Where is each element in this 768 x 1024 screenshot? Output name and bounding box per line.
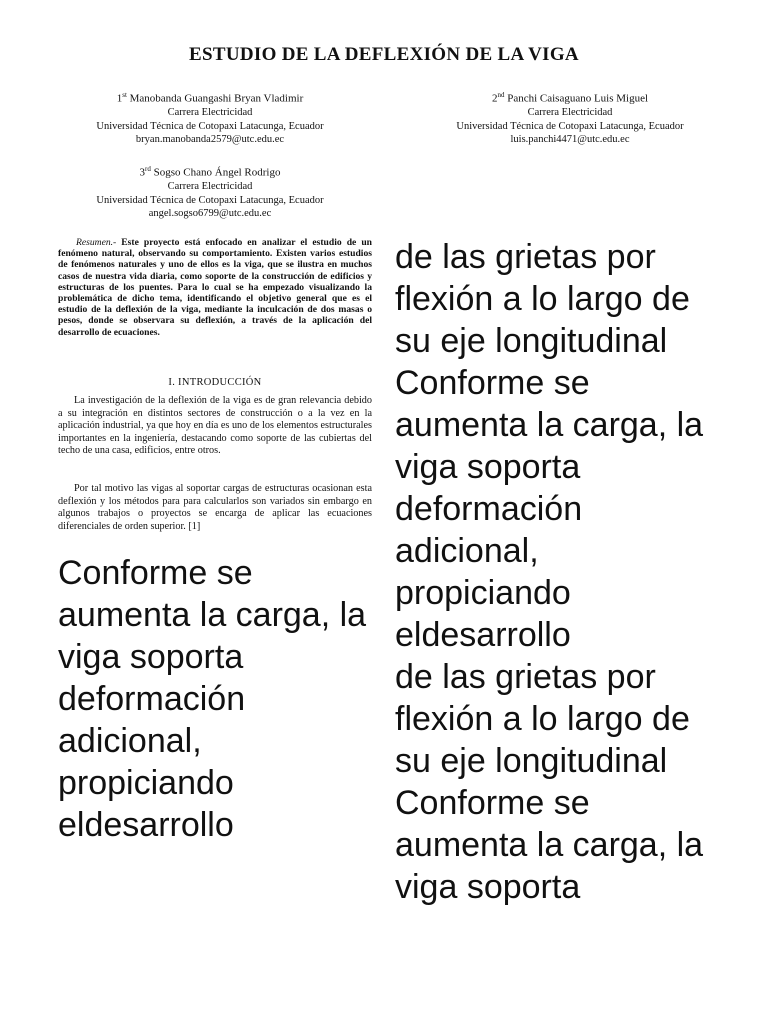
author-number: 1 — [116, 92, 123, 105]
large-text-line: de las grietas por — [395, 658, 656, 696]
paragraph-text: Por tal motivo las vigas al soportar cargas de estructuras ocasionan esta deflexión y los métodos para para calcularlos son variados sin embargo en algunos trabajos o proyectos se encarga de aplicar las ecuaciones diferenciales de orden superior. [1] — [58, 483, 372, 532]
abstract-text: Este proyecto está enfocado en analizar el estudio de un fenómeno natural, observando su comportamiento. Existen varios estudios de fenómenos naturales y uno de ellos es la viga, que se ilustra en muchos casos de nuestra vida diaria, como soporte de la construcción de edificios y estructuras de los puentes. Para lo cual se ha empezado visualizando la problemática de dicho tema, identificando el objetivo general que es el estudio de la deflexión de la viga, mediante la inculcación de dos masas o pesos, donde se observara su deflexión, a través de la aplicación del desarrollo de ecuaciones. — [58, 237, 372, 338]
author-block-2 — [420, 89, 720, 147]
large-text-line: viga soporta — [395, 868, 581, 906]
large-text-line: deformación — [395, 490, 583, 528]
large-text-line: adicional, — [58, 722, 202, 760]
large-text-line: Conforme se — [395, 784, 590, 822]
author-name: Manobanda Guangashi Bryan Vladimir — [129, 92, 304, 105]
large-text-line: Conforme se — [58, 554, 253, 592]
author-number: 3 — [139, 166, 146, 179]
large-text-right-column — [395, 236, 703, 908]
large-text-line: viga soporta — [395, 448, 581, 486]
large-text-line: flexión a lo largo de — [395, 280, 690, 318]
large-text-line: aumenta la carga, la — [395, 826, 704, 864]
large-text-line: flexión a lo largo de — [395, 700, 690, 738]
large-text-line: propiciando — [395, 574, 571, 612]
author-university: Universidad Técnica de Cotopaxi Latacunga, Ecuador — [96, 120, 324, 132]
author-university: Universidad Técnica de Cotopaxi Latacunga, Ecuador — [456, 120, 684, 132]
author-number: 2 — [491, 92, 498, 105]
author-name-line — [70, 89, 350, 106]
large-text-line: Conforme se — [395, 364, 590, 402]
author-email: angel.sogso6799@utc.edu.ec — [148, 208, 272, 220]
author-ordinal: rd — [145, 165, 151, 173]
author-email: bryan.manobanda2579@utc.edu.ec — [135, 134, 285, 146]
author-email: luis.panchi4471@utc.edu.ec — [510, 134, 630, 146]
large-text-left-column — [58, 552, 366, 846]
large-text-line: su eje longitudinal — [395, 322, 668, 360]
author-name-line — [70, 163, 350, 180]
author-career: Carrera Electricidad — [167, 107, 253, 119]
author-name-line — [420, 89, 720, 106]
large-text-line: aumenta la carga, la — [395, 406, 704, 444]
intro-paragraph — [58, 483, 372, 533]
paragraph-text: La investigación de la deflexión de la viga es de gran relevancia debido a su integración en distintos sectores de construcción o a la vez en la aplicación industrial, ya que hoy en día es uno de los elementos estructurales importantes en la ingeniería, destacando como soporte de las cubiertas del techo de una casa, edificios, entre otros. — [58, 395, 372, 457]
author-university: Universidad Técnica de Cotopaxi Latacunga, Ecuador — [96, 194, 324, 206]
large-text-line: propiciando — [58, 764, 234, 802]
large-text-line: su eje longitudinal — [395, 742, 668, 780]
large-text-line: de las grietas por — [395, 238, 656, 276]
intro-paragraph — [58, 395, 372, 458]
author-ordinal: st — [122, 91, 127, 99]
large-text-line: eldesarrollo — [58, 806, 234, 844]
abstract — [58, 237, 372, 338]
author-block-1 — [70, 89, 350, 147]
large-text-line: adicional, — [395, 532, 539, 570]
author-block-3 — [70, 163, 350, 221]
large-text-line: deformación — [58, 680, 246, 718]
large-text-line: aumenta la carga, la — [58, 596, 367, 634]
author-ordinal: nd — [497, 91, 505, 99]
large-text-line: eldesarrollo — [395, 616, 571, 654]
large-text-line: viga soporta — [58, 638, 244, 676]
abstract-label: Resumen.- — [76, 237, 117, 248]
section-heading-introduction: I. INTRODUCCIÓN — [168, 377, 262, 388]
author-name: Panchi Caisaguano Luis Miguel — [507, 92, 649, 105]
author-career: Carrera Electricidad — [167, 181, 253, 193]
author-name: Sogso Chano Ángel Rodrigo — [153, 166, 281, 179]
paper-title: ESTUDIO DE LA DEFLEXIÓN DE LA VIGA — [189, 44, 579, 65]
author-career: Carrera Electricidad — [527, 107, 613, 119]
